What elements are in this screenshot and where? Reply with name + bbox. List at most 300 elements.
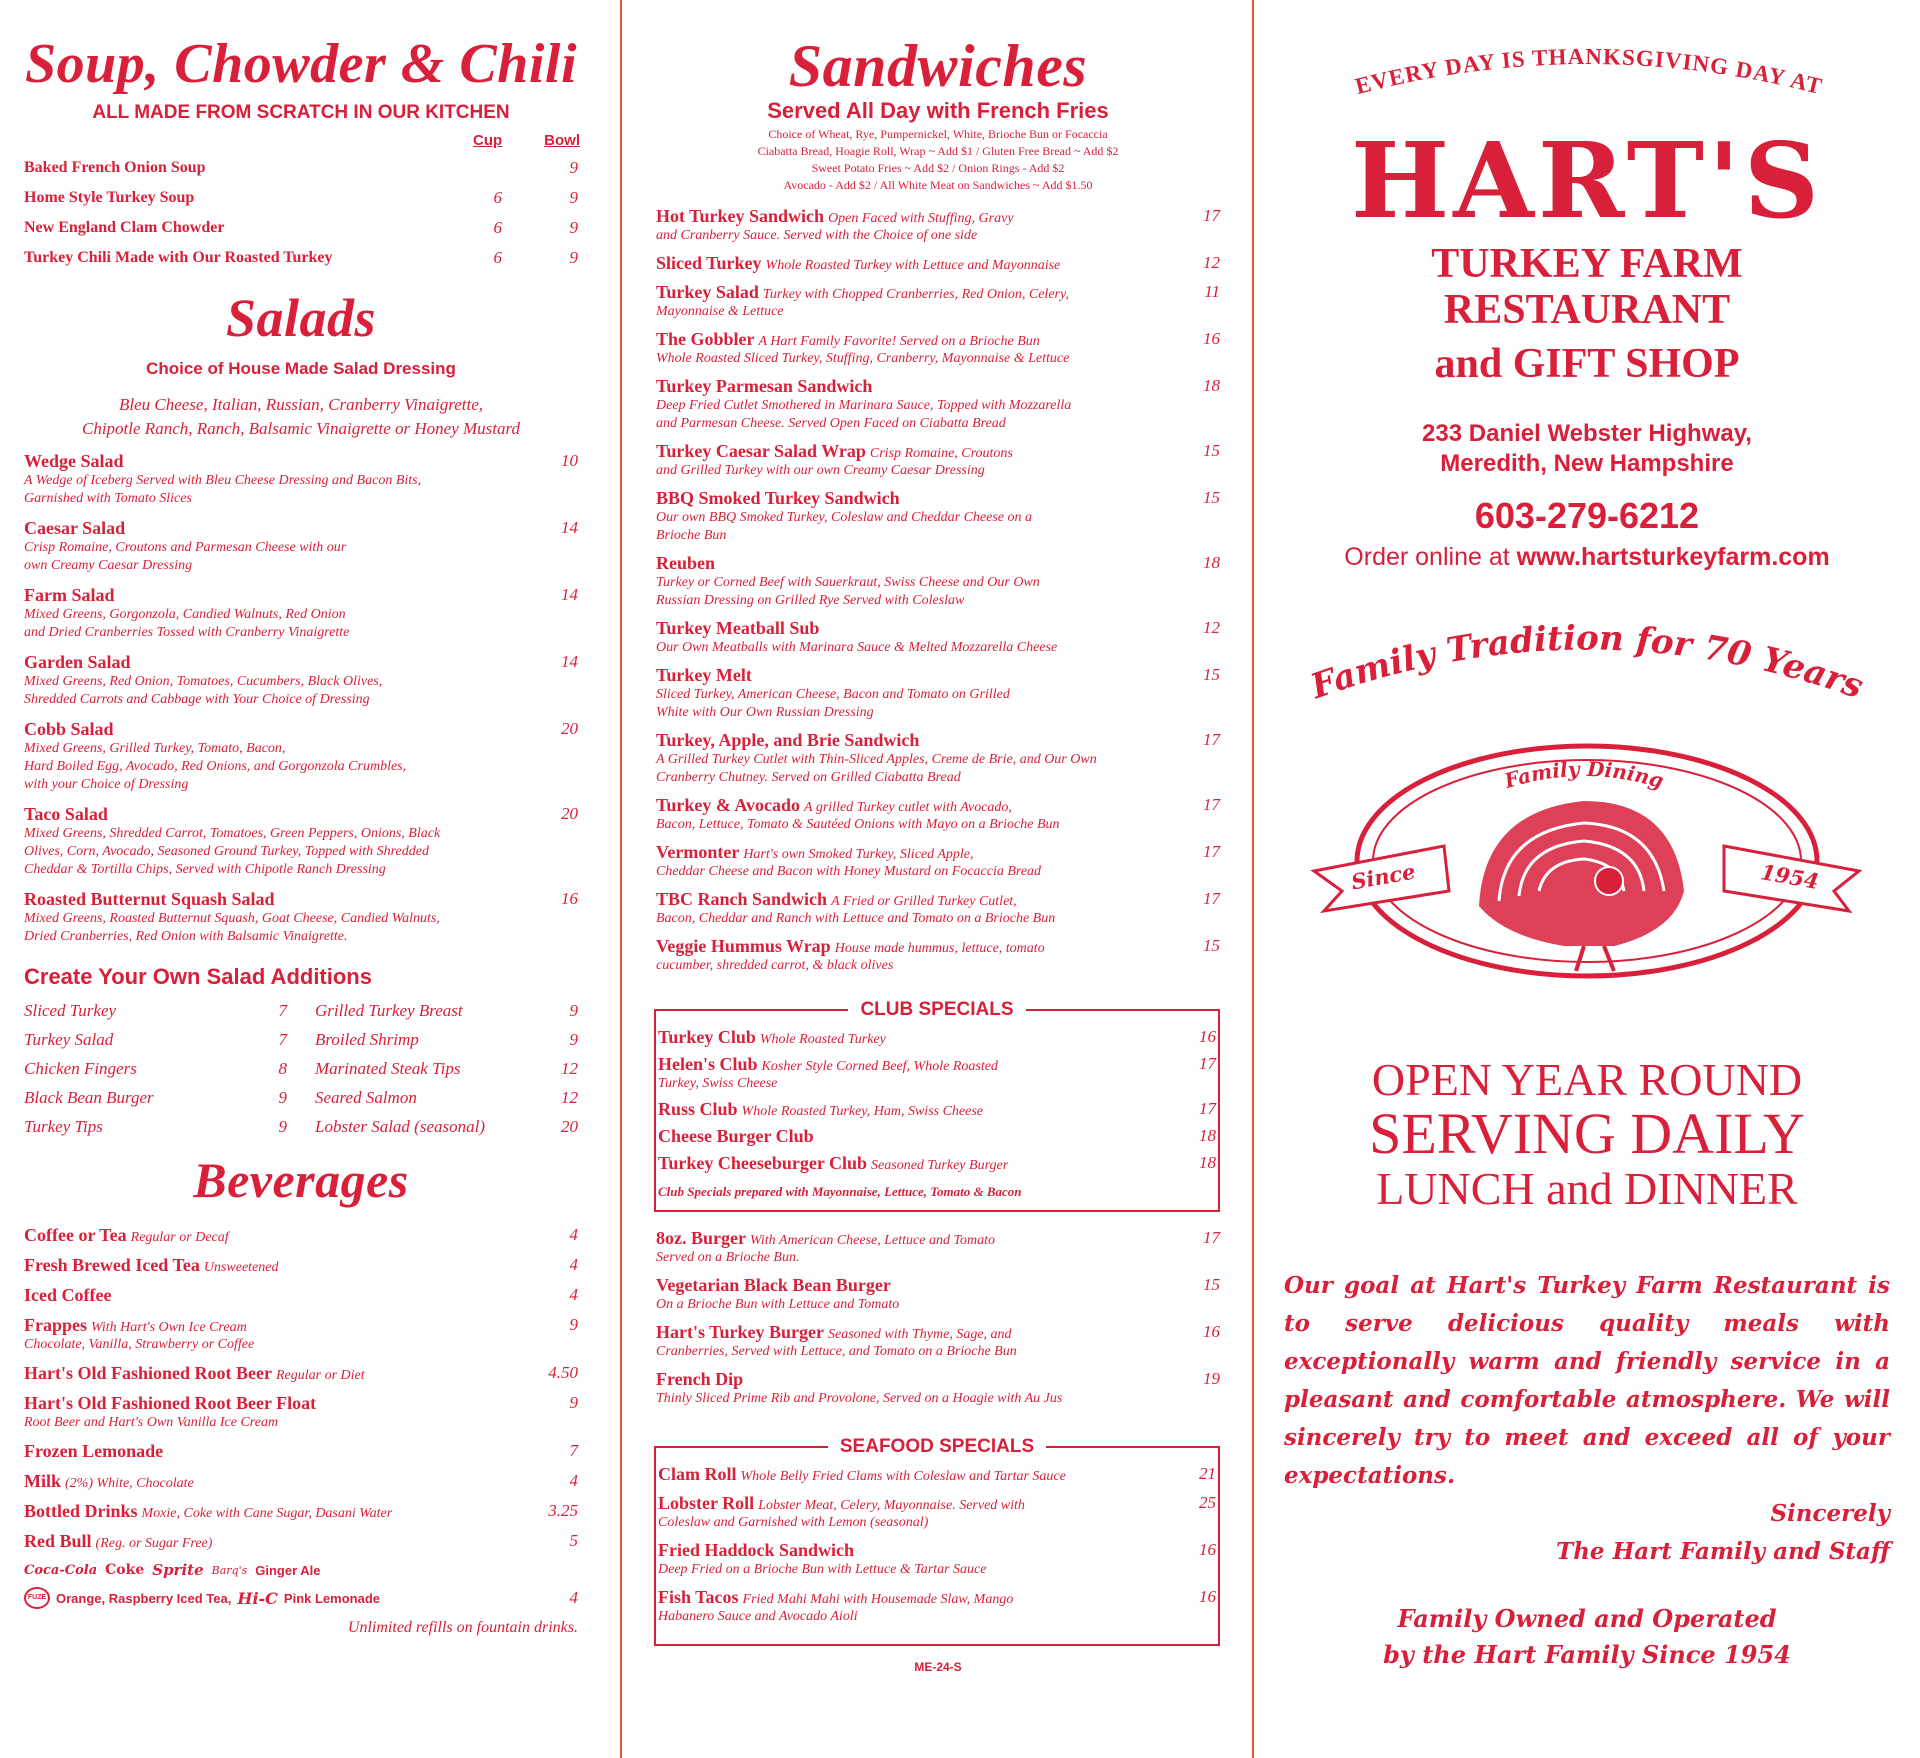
- additions-left: [24, 996, 287, 1141]
- menu-item-desc: Russian Dressing on Grilled Rye Served with Coleslaw: [656, 593, 965, 608]
- addition-price: 12: [561, 1058, 578, 1078]
- menu-item-name: Farm Salad: [24, 585, 115, 605]
- menu-item: [656, 665, 1220, 722]
- menu-item-price: 16: [1203, 1322, 1220, 1341]
- menu-item-row: [658, 1099, 1216, 1120]
- menu-item-text: [656, 1228, 1176, 1249]
- menu-item-text: [24, 1255, 279, 1276]
- menu-item-name: Cheese Burger Club: [658, 1126, 814, 1146]
- menu-item-text: [658, 1464, 1178, 1485]
- menu-item-row: [24, 1285, 578, 1306]
- menu-item-text: [24, 1225, 229, 1246]
- addition-price: 9: [569, 1029, 578, 1049]
- brand-line: TURKEY FARM: [1431, 241, 1743, 287]
- menu-item: [656, 376, 1220, 433]
- menu-item-inline-desc: A Hart Family Favorite! Served on a Brioche Bun: [758, 334, 1040, 349]
- menu-item-text: [658, 1099, 983, 1120]
- addition-name: Black Bean Burger: [24, 1087, 154, 1107]
- addition-price: 9: [569, 1000, 578, 1020]
- menu-item-text: [656, 1369, 1176, 1390]
- menu-item-row: [24, 1225, 578, 1246]
- salads-title: Salads: [225, 288, 377, 348]
- sandwich-note: Choice of Wheat, Rye, Pumpernickel, White, Brioche Bun or Focaccia: [768, 127, 1108, 141]
- menu-item-price: 18: [1199, 1126, 1216, 1145]
- menu-item-name: Milk: [24, 1471, 62, 1491]
- menu-item-inline-desc: Moxie, Coke with Cane Sugar, Dasani Water: [141, 1506, 393, 1521]
- menu-item-text: [24, 451, 124, 472]
- left-column: [0, 0, 622, 1758]
- menu-item-desc: Garnished with Tomato Slices: [24, 491, 192, 506]
- burger-list: [656, 1228, 1220, 1408]
- menu-item-name: Turkey Club: [658, 1027, 756, 1047]
- soup-bowl-price: 9: [569, 218, 578, 237]
- menu-item-row: [656, 936, 1220, 957]
- addition-price: 12: [561, 1087, 578, 1107]
- ginger-ale-label: Ginger Ale: [255, 1562, 321, 1578]
- menu-item-text: [656, 206, 1176, 227]
- menu-item-row: [656, 1228, 1220, 1249]
- menu-item-name: Fresh Brewed Iced Tea: [24, 1255, 200, 1275]
- menu-item: [656, 553, 1220, 610]
- beverages-title: Beverages: [193, 1152, 409, 1208]
- beverage-list: [24, 1225, 578, 1552]
- sandwiches-subtitle: Served All Day with French Fries: [767, 98, 1109, 123]
- sandwich-note: Avocado - Add $2 / All White Meat on Sandwiches ~ Add $1.50: [783, 178, 1093, 192]
- badge-since-text: Since: [1349, 858, 1418, 895]
- menu-item: [656, 618, 1220, 657]
- menu-item: [656, 1228, 1220, 1267]
- menu-item-inline-desc: Open Faced with Stuffing, Gravy: [828, 211, 1014, 226]
- menu-item-desc: Mixed Greens, Red Onion, Tomatoes, Cucumbers, Black Olives,: [24, 674, 383, 689]
- menu-item-desc: Our Own Meatballs with Marinara Sauce & Melted Mozzarella Cheese: [656, 640, 1058, 655]
- menu-item-name: Hart's Old Fashioned Root Beer Float: [24, 1393, 317, 1413]
- address: [1284, 419, 1890, 479]
- menu-item-row: [656, 842, 1220, 863]
- soup-name: Home Style Turkey Soup: [24, 189, 195, 206]
- fountain-price: 4: [569, 1588, 578, 1607]
- menu-item-text: [24, 585, 115, 606]
- menu-item-text: [24, 1285, 111, 1306]
- menu-item-text: [24, 1363, 365, 1384]
- menu-item-row: [656, 376, 1220, 397]
- menu-item-name: Red Bull: [24, 1531, 92, 1551]
- menu-item-inline-desc: A Fried or Grilled Turkey Cutlet,: [831, 894, 1017, 909]
- menu-item-text: [656, 376, 1176, 397]
- menu-item-inline-desc: Kosher Style Corned Beef, Whole Roasted: [761, 1059, 998, 1074]
- menu-item: [658, 1027, 1216, 1048]
- soup-name: New England Clam Chowder: [24, 219, 225, 236]
- address-line: 233 Daniel Webster Highway,: [1422, 420, 1752, 447]
- addition-item: [315, 1025, 578, 1054]
- menu-item-inline-desc: (Reg. or Sugar Free): [95, 1536, 213, 1551]
- soup-subtitle: ALL MADE FROM SCRATCH IN OUR KITCHEN: [92, 102, 510, 123]
- menu-item-price: 17: [1203, 889, 1220, 908]
- hours-line-3: LUNCH and DINNER: [1376, 1163, 1798, 1215]
- menu-item-price: 20: [561, 719, 578, 738]
- menu-item-name: Clam Roll: [658, 1464, 737, 1484]
- menu-item-name: Cobb Salad: [24, 719, 114, 739]
- menu-item-text: [24, 1393, 316, 1414]
- menu-item-row: [656, 282, 1220, 303]
- menu-item-desc: Mixed Greens, Roasted Butternut Squash, Goat Cheese, Candied Walnuts,: [24, 911, 440, 926]
- menu-item-name: Sliced Turkey: [656, 253, 762, 273]
- menu-item-text: [658, 1540, 1178, 1561]
- menu-item: [658, 1587, 1216, 1626]
- salads-subtitle: Choice of House Made Salad Dressing: [146, 359, 456, 378]
- menu-item-row: [656, 206, 1220, 227]
- menu-item-inline-desc: A grilled Turkey cutlet with Avocado,: [804, 800, 1012, 815]
- badge-year-text: 1954: [1758, 859, 1821, 894]
- addition-name: Grilled Turkey Breast: [315, 1000, 463, 1020]
- hours-block: [1284, 1056, 1890, 1213]
- menu-item-desc: and Grilled Turkey with our own Creamy Caesar Dressing: [656, 463, 985, 478]
- menu-item-text: [656, 665, 1176, 686]
- menu-item-inline-desc: Regular or Diet: [276, 1368, 365, 1383]
- menu-item-desc: Bacon, Cheddar and Ranch with Lettuce and Tomato on a Brioche Bun: [656, 911, 1056, 926]
- menu-item-text: [24, 804, 108, 825]
- menu-item-price: 7: [569, 1441, 578, 1460]
- soup-bowl-price: 9: [569, 248, 578, 267]
- additions-title: Create Your Own Salad Additions: [24, 964, 372, 989]
- menu-item-text: [656, 889, 1176, 910]
- menu-item-price: 16: [1199, 1027, 1216, 1046]
- menu-item-row: [24, 804, 578, 825]
- menu-item-price: 9: [569, 1393, 578, 1412]
- menu-item-desc: Served on a Brioche Bun.: [656, 1250, 800, 1265]
- menu-item-price: 16: [1203, 329, 1220, 348]
- menu-item-inline-desc: Whole Roasted Turkey, Ham, Swiss Cheese: [741, 1104, 984, 1119]
- menu-item-row: [656, 795, 1220, 816]
- menu-item-desc: Olives, Corn, Avocado, Seasoned Ground Turkey, Topped with Shredded: [24, 844, 429, 859]
- menu-item-text: [658, 1027, 886, 1048]
- menu-item-text: [656, 1275, 1176, 1296]
- menu-item-desc: Habanero Sauce and Avocado Aioli: [658, 1609, 858, 1624]
- hi-c-logo-icon: Hi-C: [237, 1588, 278, 1608]
- menu-item-price: 18: [1203, 376, 1220, 395]
- menu-item-row: [658, 1054, 1216, 1075]
- menu-item-price: 17: [1203, 730, 1220, 749]
- menu-item-desc: own Creamy Caesar Dressing: [24, 558, 193, 573]
- menu-item-row: [24, 1501, 578, 1522]
- menu-item-row: [656, 665, 1220, 686]
- menu-item-price: 12: [1203, 253, 1220, 272]
- menu-item-desc: Mixed Greens, Gorgonzola, Candied Walnuts, Red Onion: [24, 607, 346, 622]
- menu-item: [656, 282, 1220, 321]
- menu-item-inline-desc: Whole Roasted Turkey: [759, 1032, 886, 1047]
- menu-item-text: [656, 618, 1176, 639]
- menu-item-inline-desc: Crisp Romaine, Croutons: [869, 446, 1013, 461]
- addition-price: 20: [561, 1116, 578, 1136]
- menu-item: [658, 1493, 1216, 1532]
- menu-item-price: 4: [569, 1471, 578, 1490]
- menu-item-price: 19: [1203, 1369, 1220, 1388]
- menu-item-price: 14: [561, 652, 578, 671]
- additions-grid: [24, 996, 578, 1141]
- menu-item-row: [24, 889, 578, 910]
- menu-item-inline-desc: Whole Roasted Turkey with Lettuce and Mayonnaise: [765, 258, 1061, 273]
- menu-item: [24, 652, 578, 709]
- fuze-logo-icon: FUZE: [24, 1587, 50, 1609]
- menu-item: [656, 1322, 1220, 1361]
- menu-item-price: 17: [1203, 842, 1220, 861]
- svg-text:EVERY DAY IS THANKSGIVING DAY: [1353, 44, 1825, 99]
- menu-item: [656, 206, 1220, 245]
- menu-item-row: [658, 1027, 1216, 1048]
- menu-item-name: Lobster Roll: [658, 1493, 755, 1513]
- menu-item-inline-desc: Fried Mahi Mahi with Housemade Slaw, Mango: [742, 1592, 1014, 1607]
- menu-item-row: [656, 553, 1220, 574]
- menu-item-row: [24, 451, 578, 472]
- addition-item: [24, 1025, 287, 1054]
- menu-item-name: The Gobbler: [656, 329, 755, 349]
- sandwich-note: Ciabatta Bread, Hoagie Roll, Wrap ~ Add $1 / Gluten Free Bread ~ Add $2: [757, 144, 1119, 158]
- arc-tagline-text: EVERY DAY IS THANKSGIVING DAY AT: [1352, 43, 1826, 100]
- sandwiches-title: Sandwiches: [788, 33, 1088, 99]
- menu-item-text: [24, 719, 114, 740]
- club-list: [658, 1027, 1216, 1174]
- menu-item-desc: Mixed Greens, Grilled Turkey, Tomato, Bacon,: [24, 741, 286, 756]
- menu-item-text: [24, 889, 275, 910]
- menu-item-inline-desc: Hart's own Smoked Turkey, Sliced Apple,: [743, 847, 974, 862]
- addition-item: [315, 1112, 578, 1141]
- menu-item-text: [658, 1153, 1008, 1174]
- menu-item-price: 4.50: [548, 1363, 578, 1382]
- menu-item-price: 15: [1203, 665, 1220, 684]
- menu-item-row: [658, 1464, 1216, 1485]
- menu-item: [656, 1369, 1220, 1408]
- menu-item-desc: Shredded Carrots and Cabbage with Your Choice of Dressing: [24, 692, 370, 707]
- menu-item-desc: Our own BBQ Smoked Turkey, Coleslaw and Cheddar Cheese on a: [656, 510, 1033, 525]
- menu-item-inline-desc: Seasoned Turkey Burger: [871, 1158, 1009, 1173]
- menu-item-text: [656, 795, 1176, 816]
- menu-item-row: [24, 1471, 578, 1492]
- hours-line-1: OPEN YEAR ROUND: [1371, 1054, 1803, 1105]
- menu-item-row: [24, 652, 578, 673]
- soup-cup-price: 6: [493, 188, 502, 207]
- menu-item-inline-desc: Lobster Meat, Celery, Mayonnaise. Served with: [758, 1498, 1025, 1513]
- signature-line: The Hart Family and Staff: [1556, 1538, 1890, 1566]
- menu-item-row: [656, 730, 1220, 751]
- menu-item-inline-desc: Unsweetened: [203, 1260, 279, 1275]
- bowl-header: Bowl: [544, 132, 580, 149]
- arc-tagline: [1284, 28, 1890, 118]
- menu-item: [658, 1540, 1216, 1579]
- menu-item-text: [24, 1441, 163, 1462]
- addition-name: Seared Salmon: [315, 1087, 417, 1107]
- menu-item-price: 3.25: [548, 1501, 578, 1520]
- menu-item: [24, 1441, 578, 1462]
- seafood-list: [658, 1464, 1216, 1626]
- website-link[interactable]: www.hartsturkeyfarm.com: [1516, 543, 1830, 571]
- menu-item-row: [658, 1126, 1216, 1147]
- addition-item: [24, 996, 287, 1025]
- menu-item-price: 20: [561, 804, 578, 823]
- menu-item-row: [24, 1363, 578, 1384]
- menu-item-desc: and Dried Cranberries Tossed with Cranberry Vinaigrette: [24, 625, 350, 640]
- menu-item: [658, 1126, 1216, 1147]
- dressing-line: Chipotle Ranch, Ranch, Balsamic Vinaigrette or Honey Mustard: [82, 419, 520, 438]
- menu-item-desc: and Parmesan Cheese. Served Open Faced on Ciabatta Bread: [656, 416, 1006, 431]
- menu-item-price: 15: [1203, 488, 1220, 507]
- menu-item-name: BBQ Smoked Turkey Sandwich: [656, 488, 900, 508]
- menu-item-name: Garden Salad: [24, 652, 131, 672]
- menu-item: [24, 1531, 578, 1552]
- menu-item-name: Iced Coffee: [24, 1285, 112, 1305]
- menu-item-name: Reuben: [656, 553, 716, 573]
- menu-item-desc: Dried Cranberries, Red Onion with Balsamic Vinaigrette.: [24, 929, 348, 944]
- menu-item-price: 15: [1203, 1275, 1220, 1294]
- menu-item-text: [658, 1587, 1178, 1608]
- menu-item-desc: Cheddar & Tortilla Chips, Served with Chipotle Ranch Dressing: [24, 862, 386, 877]
- turkey-icon: [1479, 801, 1684, 971]
- menu-item-inline-desc: Whole Belly Fried Clams with Coleslaw and Tartar Sauce: [740, 1469, 1066, 1484]
- menu-item-name: Turkey Meatball Sub: [656, 618, 820, 638]
- menu-item-row: [656, 329, 1220, 350]
- menu-item-text: [656, 253, 1176, 274]
- menu-item-price: 15: [1203, 936, 1220, 955]
- menu-item-row: [656, 889, 1220, 910]
- menu-item-name: Frozen Lemonade: [24, 1441, 164, 1461]
- menu-item-price: 16: [1199, 1587, 1216, 1606]
- sandwich-notes: [656, 126, 1220, 194]
- menu-item-desc: with your Choice of Dressing: [24, 777, 189, 792]
- menu-item-row: [24, 1315, 578, 1336]
- menu-item-price: 15: [1203, 441, 1220, 460]
- menu-item-inline-desc: Regular or Decaf: [130, 1230, 229, 1245]
- menu-item: [24, 889, 578, 946]
- menu-item: [656, 795, 1220, 834]
- sandwich-list: [656, 206, 1220, 975]
- addition-name: Lobster Salad (seasonal): [315, 1116, 485, 1136]
- menu-item-name: Turkey Parmesan Sandwich: [656, 376, 873, 396]
- barqs-logo-icon: Barq's: [211, 1563, 248, 1577]
- menu-item-row: [656, 488, 1220, 509]
- menu-item-row: [24, 1393, 578, 1414]
- brand-logo: HART'S: [1351, 119, 1823, 242]
- turkey-badge: [1284, 731, 1890, 981]
- menu-item-desc: On a Brioche Bun with Lettuce and Tomato: [656, 1297, 900, 1312]
- tradition-banner: [1284, 612, 1890, 722]
- menu-item-price: 14: [561, 518, 578, 537]
- menu-item: [656, 1275, 1220, 1314]
- menu-item-row: [656, 1275, 1220, 1296]
- menu-item-text: [656, 553, 1176, 574]
- menu-item-name: Hart's Old Fashioned Root Beer: [24, 1363, 272, 1383]
- menu-item: [24, 1255, 578, 1276]
- soup-row: [24, 153, 578, 183]
- menu-item-desc: Sliced Turkey, American Cheese, Bacon and Tomato on Grilled: [656, 687, 1010, 702]
- menu-item-row: [24, 518, 578, 539]
- menu-item-name: Bottled Drinks: [24, 1501, 138, 1521]
- menu-item-name: Turkey, Apple, and Brie Sandwich: [656, 730, 920, 750]
- addition-item: [315, 1083, 578, 1112]
- soup-row: [24, 183, 578, 213]
- menu-item-price: 4: [569, 1285, 578, 1304]
- brand-line: RESTAURANT: [1443, 287, 1731, 333]
- menu-item-name: Vegetarian Black Bean Burger: [656, 1275, 891, 1295]
- coca-cola-logo-icon: Coca-Cola: [24, 1562, 98, 1578]
- menu-item: [656, 936, 1220, 975]
- middle-column: [622, 0, 1254, 1758]
- menu-item: [658, 1464, 1216, 1485]
- menu-item-desc: Deep Fried Cutlet Smothered in Marinara Sauce, Topped with Mozzarella: [656, 398, 1072, 413]
- menu-item: [656, 889, 1220, 928]
- menu-item-inline-desc: Seasoned with Thyme, Sage, and: [828, 1327, 1012, 1342]
- sandwich-note: Sweet Potato Fries ~ Add $2 / Onion Rings - Add $2: [811, 161, 1065, 175]
- menu-item-name: Roasted Butternut Squash Salad: [24, 889, 275, 909]
- menu-item-row: [24, 1441, 578, 1462]
- menu-item: [656, 842, 1220, 881]
- address-line: Meredith, New Hampshire: [1440, 450, 1734, 477]
- soup-title: Soup, Chowder & Chili: [24, 33, 577, 95]
- addition-name: Chicken Fingers: [24, 1058, 137, 1078]
- menu-item-price: 4: [569, 1225, 578, 1244]
- menu-item: [656, 253, 1220, 274]
- addition-name: Broiled Shrimp: [315, 1029, 419, 1049]
- menu-item-price: 25: [1199, 1493, 1216, 1512]
- order-online-label: Order online at: [1344, 543, 1517, 571]
- addition-price: 9: [278, 1116, 287, 1136]
- menu-item-name: Fried Haddock Sandwich: [658, 1540, 855, 1560]
- menu-item: [24, 804, 578, 879]
- menu-item-desc: Root Beer and Hart's Own Vanilla Ice Cream: [24, 1415, 279, 1430]
- menu-item-desc: Cranberry Chutney. Served on Grilled Ciabatta Bread: [656, 770, 961, 785]
- seafood-specials-box: [654, 1436, 1220, 1646]
- menu-code: ME-24-S: [914, 1660, 962, 1674]
- order-online: [1284, 543, 1890, 572]
- menu-item-desc: Cheddar Cheese and Bacon with Honey Mustard on Focaccia Bread: [656, 864, 1042, 879]
- menu-item-desc: White with Our Own Russian Dressing: [656, 705, 874, 720]
- menu-item: [24, 1393, 578, 1432]
- menu-item-name: Coffee or Tea: [24, 1225, 127, 1245]
- addition-name: Sliced Turkey: [24, 1000, 117, 1020]
- family-owned-line: Family Owned and Operated: [1397, 1604, 1777, 1634]
- addition-item: [315, 1054, 578, 1083]
- menu-item-inline-desc: (2%) White, Chocolate: [65, 1476, 194, 1491]
- menu-item-text: [656, 730, 1176, 751]
- menu-item: [24, 518, 578, 575]
- menu-item-text: [656, 1322, 1176, 1343]
- club-note: Club Specials prepared with Mayonnaise, Lettuce, Tomato & Bacon: [658, 1184, 1022, 1199]
- addition-item: [24, 1054, 287, 1083]
- salad-list: [24, 451, 578, 946]
- menu-item-inline-desc: With American Cheese, Lettuce and Tomato: [749, 1233, 995, 1248]
- menu-item: [656, 329, 1220, 368]
- menu-item: [24, 1225, 578, 1246]
- club-specials-box: [654, 999, 1220, 1212]
- menu-item-price: 11: [1204, 282, 1220, 301]
- dressing-list: [24, 393, 578, 441]
- menu-item-name: Turkey Melt: [656, 665, 752, 685]
- menu-item: [656, 441, 1220, 480]
- menu-item-desc: Mixed Greens, Shredded Carrot, Tomatoes, Green Peppers, Onions, Black: [24, 826, 441, 841]
- family-owned-line: by the Hart Family Since 1954: [1383, 1640, 1791, 1670]
- menu-item-row: [658, 1540, 1216, 1561]
- soup-bowl-price: 9: [569, 158, 578, 177]
- menu-item-name: Hart's Turkey Burger: [656, 1322, 825, 1342]
- brand-heading: [1284, 241, 1890, 387]
- menu-item-desc: Cranberries, Served with Lettuce, and Tomato on a Brioche Bun: [656, 1344, 1017, 1359]
- menu-item-row: [656, 253, 1220, 274]
- badge-top-text: Family Dining: [1501, 756, 1667, 793]
- menu-item: [24, 1285, 578, 1306]
- menu-item-price: 18: [1203, 553, 1220, 572]
- menu-item-desc: Turkey or Corned Beef with Sauerkraut, Swiss Cheese and Our Own: [656, 575, 1040, 590]
- addition-price: 7: [278, 1029, 287, 1049]
- menu-item-text: [656, 488, 1176, 509]
- menu-item-name: Caesar Salad: [24, 518, 126, 538]
- cup-header: Cup: [472, 132, 503, 149]
